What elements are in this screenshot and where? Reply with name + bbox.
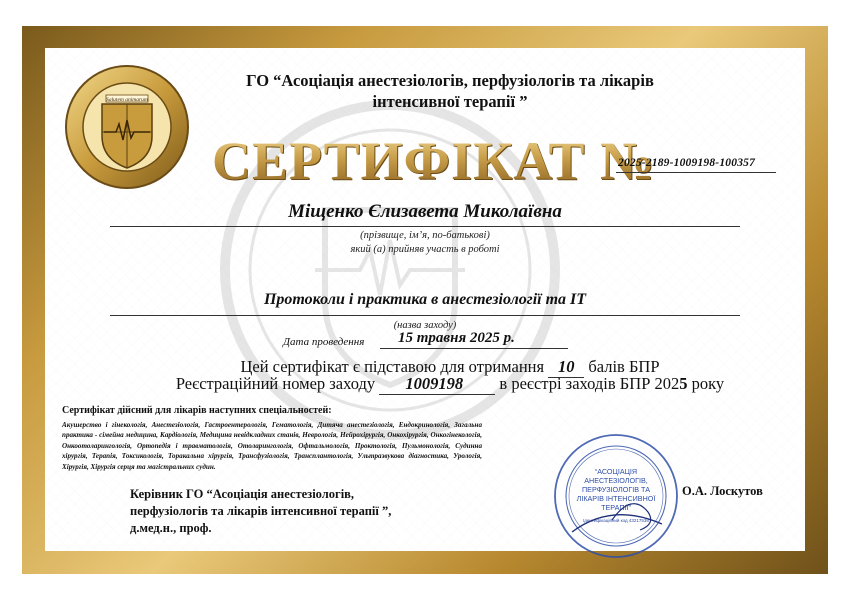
registration-number: 1009198 xyxy=(379,374,495,395)
event-caption: (назва заходу) xyxy=(393,320,457,331)
organization-line-1: ГО “Асоціація анестезіологів, перфузіологів та лікарів xyxy=(246,71,654,90)
stamp-line-1: “АСОЦІАЦІЯ xyxy=(594,467,638,476)
registration-suffix-end: року xyxy=(687,374,725,393)
organization-line-2: інтенсивної терапії ” xyxy=(372,92,528,111)
organization-stamp-icon xyxy=(552,432,680,560)
stamp-line-3: ПЕРФУЗІОЛОГІВ ТА xyxy=(581,485,651,494)
stamp-line-4: ЛІКАРІВ ІНТЕНСИВНОЇ xyxy=(576,494,656,503)
registration-suffix-start: в реєстрі заходів БПР 202 xyxy=(499,374,680,393)
date-label: Дата проведення xyxy=(283,336,365,348)
signer-name: О.А. Лоскутов xyxy=(682,484,763,498)
registration-suffix xyxy=(499,374,724,393)
organization-title xyxy=(170,70,730,112)
name-underline xyxy=(110,226,740,227)
registration-prefix: Реєстраційний номер заходу xyxy=(175,374,376,393)
specialties-list: Акушерство і гінекологія, Анестезіологія, Гастроентерологія, Гематологія, Дитяча анестезіологія, Ендокринологія, Загальна практика - сімейна медицина, Кардіологія, Медицина невідкладних станів, Неврологія, Нейрохірургія, Онкохірургія, Онкогінекологія, Онкоотоларингологія, Ортопедія і травматологія, Отоларингологія, Офтальмологія, Проктологія, Пульмонологія, Судинна хірургія, Терапія, Токсикологія, Торакальна хірургія, Трансфузіологія, Трансплантологія, Ультразвукова діагностика, Урологія, Хірургія, Хірургія серця та магістральних судин. xyxy=(62,421,482,471)
head-title-line-3: д.мед.н., проф. xyxy=(130,521,212,535)
event-underline xyxy=(110,315,740,316)
stamp-line-5: ТЕРАПІЇ” xyxy=(601,503,631,512)
date-underline xyxy=(380,348,568,349)
svg-text:Salutem animarum: Salutem animarum xyxy=(106,97,148,103)
head-title-line-1: Керівник ГО “Асоціація анестезіологів, xyxy=(130,487,355,501)
head-title-line-2: перфузіологів та лікарів інтенсивної терапії ”, xyxy=(130,504,392,518)
registration-statement xyxy=(150,374,750,395)
head-title xyxy=(130,486,440,537)
certificate-title: СЕРТИФІКАТ № xyxy=(212,131,656,191)
participant-name: Міщенко Єлизавета Миколаївна xyxy=(288,201,562,222)
event-title: Протоколи і практика в анестезіології та ІТ xyxy=(263,291,587,308)
points-prefix: Цей сертифікат є підставою для отримання xyxy=(240,357,545,376)
date-value: 15 травня 2025 р. xyxy=(398,330,515,346)
points-suffix: балів БПР xyxy=(588,357,660,376)
certificate-number-underline xyxy=(616,172,776,173)
registration-year-digit: 5 xyxy=(679,374,688,393)
stamp-code: Ідентифікаційний код 43217538 xyxy=(583,518,649,523)
name-caption: (прізвище, ім’я, по-батькові) xyxy=(360,230,490,241)
certificate-number: 2025-2189-1009198-100357 xyxy=(618,157,756,169)
points-value: 10 xyxy=(548,357,584,378)
participation-caption: який (а) прийняв участь в роботі xyxy=(350,244,500,255)
specialties-title: Сертифікат дійсний для лікарів наступних спеціальностей: xyxy=(62,405,332,416)
stamp-line-2: АНЕСТЕЗІОЛОГІВ, xyxy=(584,476,648,485)
